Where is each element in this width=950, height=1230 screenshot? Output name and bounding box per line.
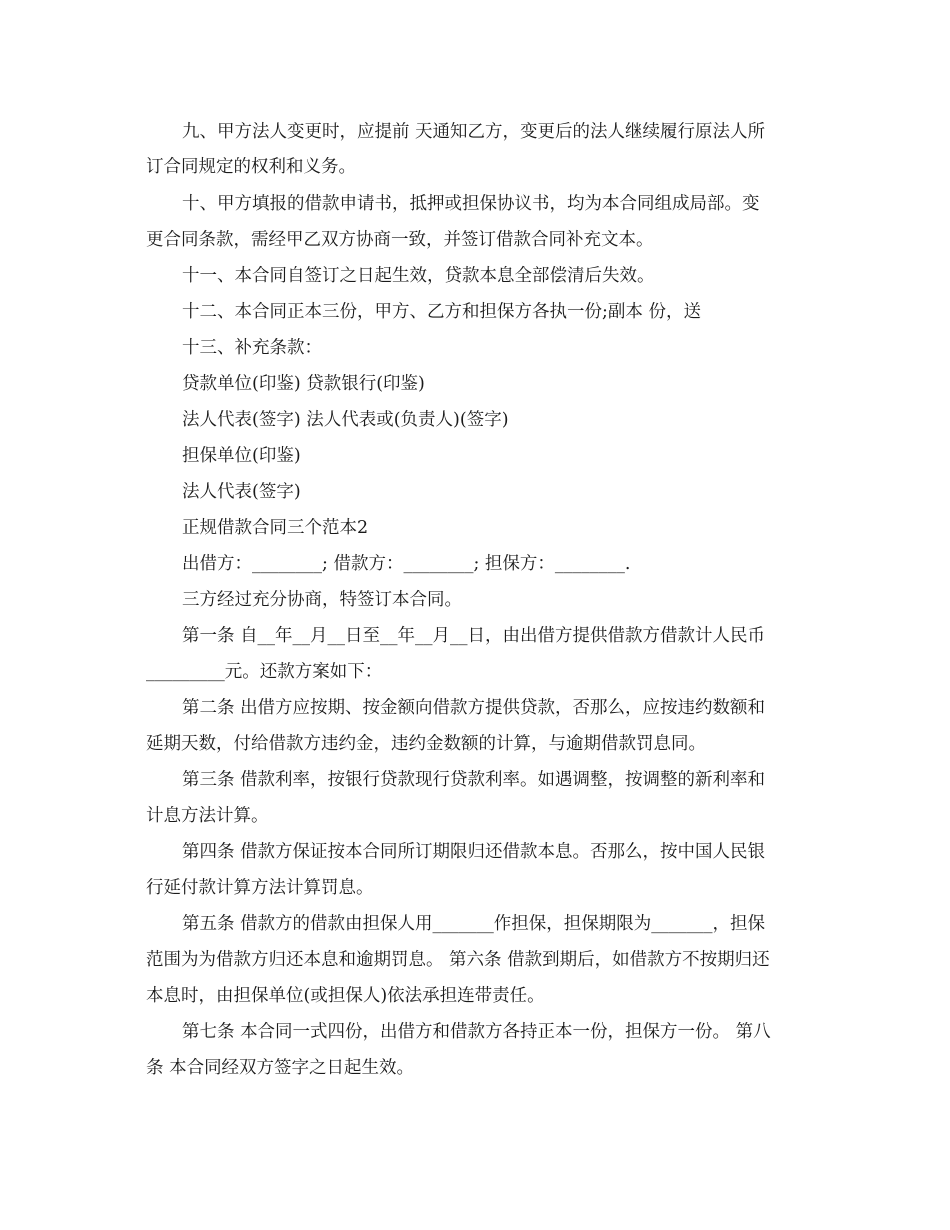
clause-9-line-2: 订合同规定的权利和义务。 (146, 157, 356, 177)
signature-legal-reps: 法人代表(签字) 法人代表或(负责人)(签字) (182, 410, 509, 430)
article-3-line-1: 第三条 借款利率，按银行贷款现行贷款利率。如遇调整，按调整的新利率和 (182, 770, 766, 790)
article-3-line-2: 计息方法计算。 (146, 806, 269, 826)
article-8-line-2: 条 本合同经双方签字之日起生效。 (146, 1058, 415, 1078)
clause-10-line-2: 更合同条款，需经甲乙双方协商一致，并签订借款合同补充文本。 (146, 230, 654, 250)
signature-loan-units: 贷款单位(印鉴) 贷款银行(印鉴) (182, 374, 425, 394)
article-6-line-3: 本息时，由担保单位(或担保人)依法承担连带责任。 (146, 986, 545, 1006)
clause-13: 十三、补充条款： (182, 338, 322, 358)
clause-9-line-1: 九、甲方法人变更时，应提前 天通知乙方，变更后的法人继续履行原法人所 (182, 122, 766, 142)
clause-10-line-1: 十、甲方填报的借款申请书，抵押或担保协议书，均为本合同组成局部。变 (182, 194, 760, 214)
article-1-line-2: _________元。还款方案如下： (146, 662, 383, 682)
article-2-line-1: 第二条 出借方应按期、按金额向借款方提供贷款，否那么，应按违约数额和 (182, 698, 766, 718)
article-5-line-2: 范围为为借款方归还本息和逾期罚息。 第六条 借款到期后，如借款方不按期归还 (146, 950, 770, 970)
signature-guarantor-rep: 法人代表(签字) (182, 482, 301, 502)
parties-line: 出借方：________; 借款方：________; 担保方：________. (182, 554, 631, 574)
section-title: 正规借款合同三个范本2 (182, 518, 369, 538)
article-4-line-1: 第四条 借款方保证按本合同所订期限归还借款本息。否那么，按中国人民银 (182, 842, 766, 862)
preamble: 三方经过充分协商，特签订本合同。 (182, 590, 462, 610)
article-1-line-1: 第一条 自__年__月__日至__年__月__日，由出借方提供借款方借款计人民币 (182, 626, 766, 646)
article-7-line-1: 第七条 本合同一式四份，出借方和借款方各持正本一份，担保方一份。 第八 (182, 1022, 771, 1042)
article-2-line-2: 延期天数，付给借款方违约金，违约金数额的计算，与逾期借款罚息同。 (146, 734, 706, 754)
clause-12: 十二、本合同正本三份，甲方、乙方和担保方各执一份;副本 份，送 (182, 302, 701, 322)
article-4-line-2: 行延付款计算方法计算罚息。 (146, 878, 374, 898)
signature-guarantor-unit: 担保单位(印鉴) (182, 446, 301, 466)
clause-11: 十一、本合同自签订之日起生效，贷款本息全部偿清后失效。 (182, 266, 655, 286)
article-5-line-1: 第五条 借款方的借款由担保人用_______作担保，担保期限为_______，担保 (182, 914, 766, 934)
